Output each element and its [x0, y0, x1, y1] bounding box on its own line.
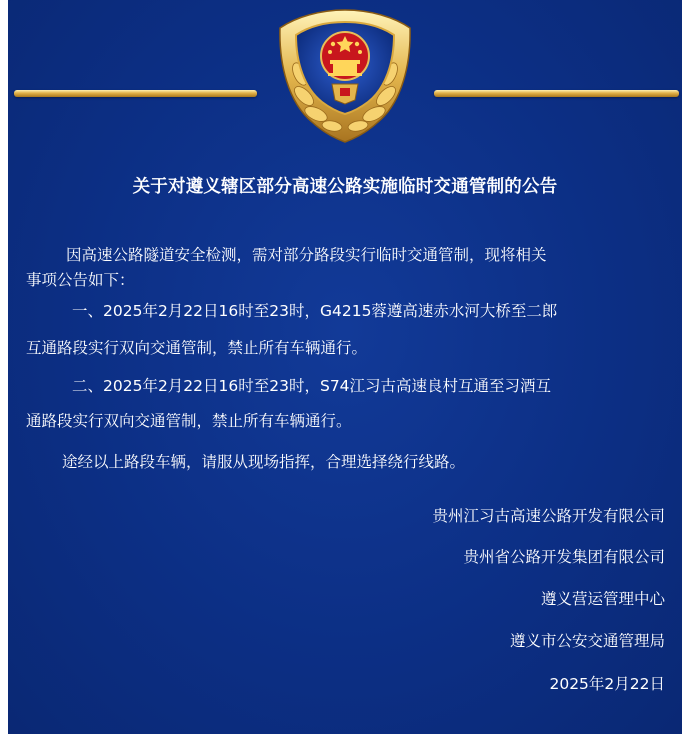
- intro-line-2: 事项公告如下：: [26, 271, 135, 289]
- item-2-line-2: 通路段实行双向交通管制，禁止所有车辆通行。: [26, 412, 352, 430]
- signatory-1: 贵州江习古高速公路开发有限公司: [432, 507, 665, 525]
- police-emblem-icon: [270, 4, 420, 144]
- intro-line-1: 因高速公路隧道安全检测，需对部分路段实行临时交通管制，现将相关: [66, 246, 547, 264]
- notice-date: 2025年2月22日: [549, 675, 665, 693]
- item-2-line-1: 二、2025年2月22日16时至23时，S74江习古高速良村互通至习酒互: [72, 377, 552, 395]
- signatory-3: 遵义营运管理中心: [540, 590, 665, 608]
- notice-poster: [8, 0, 682, 734]
- notice-title: 关于对遵义辖区部分高速公路实施临时交通管制的公告: [132, 177, 558, 197]
- signatory-2: 贵州省公路开发集团有限公司: [463, 548, 665, 566]
- gold-divider-right: [434, 90, 679, 97]
- advice-text: 途经以上路段车辆，请服从现场指挥，合理选择绕行线路。: [62, 453, 466, 471]
- gold-divider-left: [14, 90, 257, 97]
- item-1-line-2: 互通路段实行双向交通管制，禁止所有车辆通行。: [26, 339, 368, 357]
- item-1-line-1: 一、2025年2月22日16时至23时，G4215蓉遵高速赤水河大桥至二郎: [72, 302, 558, 320]
- signatory-4: 遵义市公安交通管理局: [509, 632, 665, 650]
